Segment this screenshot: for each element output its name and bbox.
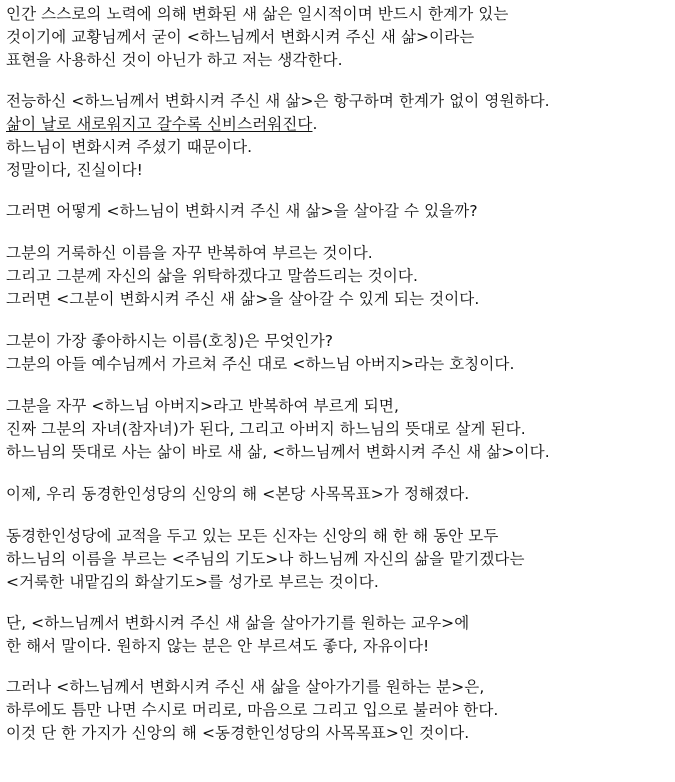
text-line: 이것 단 한 가지가 신앙의 해 <동경한인성당의 사목목표>인 것이다. [6,724,470,742]
text-line: 단, <하느님께서 변화시켜 주신 새 삶을 살아가기를 원하는 교우>에 [6,614,470,632]
document-body [6,3,671,745]
paragraph-intro [6,3,671,72]
text-line: 하느님의 이름을 부르는 <주님의 기도>나 하느님께 자신의 삶을 맡기겠다는 [6,550,525,568]
text-line: 그분이 가장 좋아하시는 이름(호칭)은 무엇인가? [6,332,334,350]
paragraph-members [6,525,671,594]
text-line: 진짜 그분의 자녀(참자녀)가 된다, 그리고 아버지 하느님의 뜻대로 살게 된다. [6,420,526,438]
text-line: 표현을 사용하신 것이 아닌가 하고 저는 생각한다. [6,51,343,69]
text-line: 그분의 아들 예수님께서 가르쳐 주신 대로 <하느님 아버지>라는 호칭이다. [6,355,515,373]
text-line: 하느님의 뜻대로 사는 삶이 바로 새 삶, <하느님께서 변화시켜 주신 새 삶>이다. [6,443,550,461]
paragraph-name [6,330,671,376]
underlined-phrase: 삶이 날로 새로워지고 갈수록 신비스러워진다 [6,115,313,133]
text-line: 그러나 <하느님께서 변화시켜 주신 새 삶을 살아가기를 원하는 분>은, [6,678,485,696]
paragraph-answer [6,242,671,311]
text-line: 한 해서 말이다. 원하지 않는 분은 안 부르셔도 좋다, 자유이다! [6,637,430,655]
text-line: 그러면 어떻게 <하느님이 변화시켜 주신 새 삶>을 살아갈 수 있을까? [6,202,478,220]
text-line: 그분의 거룩하신 이름을 자꾸 반복하여 부르는 것이다. [6,244,373,262]
text-line: 정말이다, 진실이다! [6,161,143,179]
paragraph-conclusion [6,676,671,745]
text-line: 하루에도 틈만 나면 수시로 머리로, 마음으로 그리고 입으로 불러야 한다. [6,701,499,719]
text-line: <거룩한 내맡김의 화살기도>를 성가로 부르는 것이다. [6,573,379,591]
text-line: 그러면 <그분이 변화시켜 주신 새 삶>을 살아갈 수 있게 되는 것이다. [6,290,480,308]
text-line: 그리고 그분께 자신의 삶을 위탁하겠다고 말씀드리는 것이다. [6,267,419,285]
text-line-underlined [6,113,671,136]
paragraph-almighty [6,90,671,182]
text-line: 동경한인성당에 교적을 두고 있는 모든 신자는 신앙의 해 한 해 동안 모두 [6,527,499,545]
text-line: 그분을 자꾸 <하느님 아버지>라고 반복하여 부르게 되면, [6,397,399,415]
text-line: 하느님이 변화시켜 주셨기 때문이다. [6,138,253,156]
paragraph-question [6,200,671,223]
paragraph-father [6,395,671,464]
paragraph-goal [6,483,671,506]
text-line: 이제, 우리 동경한인성당의 신앙의 해 <본당 사목목표>가 정해졌다. [6,485,470,503]
line-suffix: . [312,115,318,133]
text-line: 전능하신 <하느님께서 변화시켜 주신 새 삶>은 항구하며 한계가 없이 영원하다. [6,92,550,110]
text-line: 것이기에 교황님께서 굳이 <하느님께서 변화시켜 주신 새 삶>이라는 [6,28,475,46]
paragraph-condition [6,612,671,658]
text-line: 인간 스스로의 노력에 의해 변화된 새 삶은 일시적이며 반드시 한계가 있는 [6,5,509,23]
